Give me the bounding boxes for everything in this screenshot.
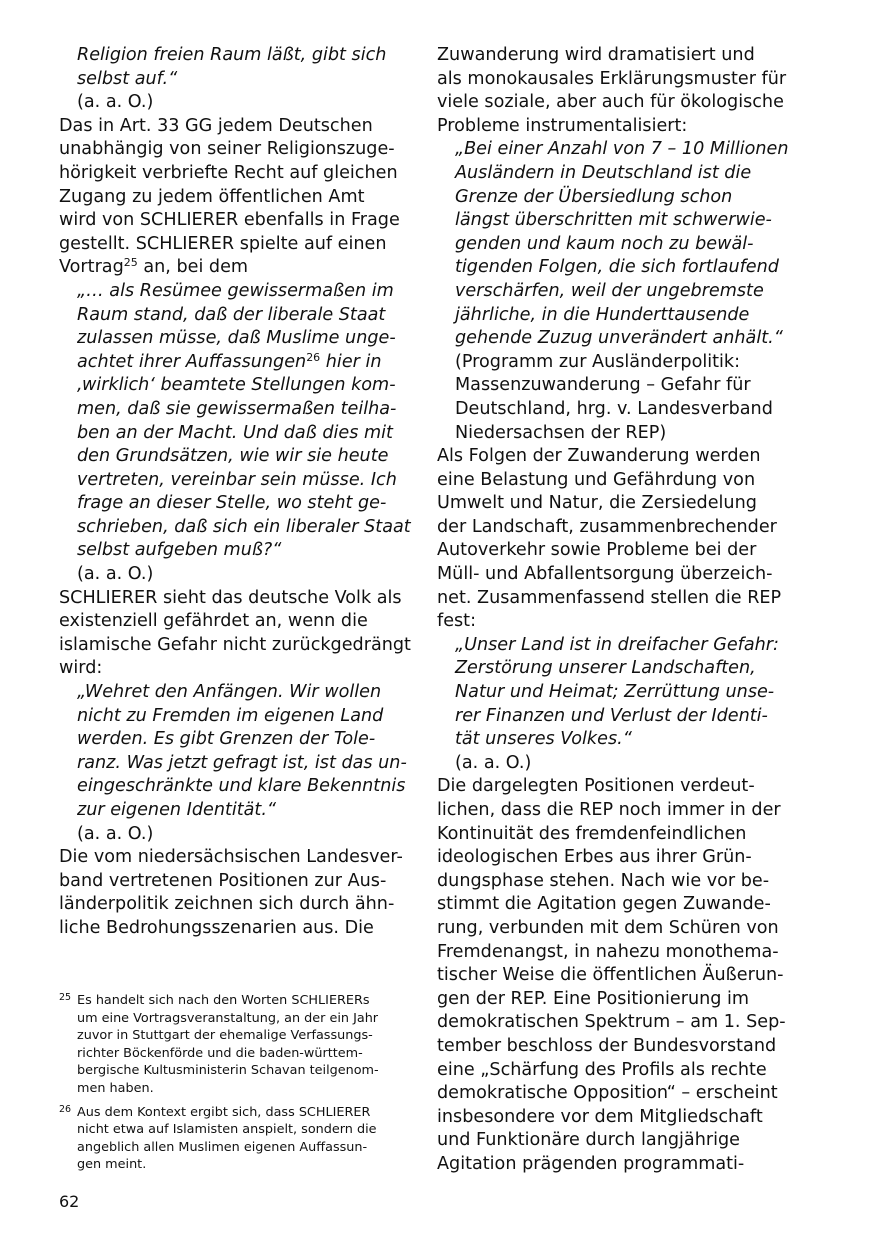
footnote-number: 26: [59, 1103, 72, 1115]
quote-line: [59, 422, 405, 446]
quote-line: [437, 634, 783, 658]
line-text: Kontinuität des fremdenfeindlichen: [437, 823, 747, 844]
line-text: gehende Zuzug unverändert anhält.“: [455, 328, 783, 349]
text-line: [437, 539, 783, 563]
text-line: [59, 634, 411, 658]
line-text: schrieben, daß sich ein liberaler Staat: [77, 516, 411, 537]
text-line: [59, 846, 405, 870]
line-text: eine Belastung und Gefährdung von: [437, 469, 756, 490]
text-line: [437, 516, 783, 540]
line-text: viele soziale, aber auch für ökologische: [437, 92, 784, 113]
line-text: „Unser Land ist in dreifacher Gefahr:: [455, 634, 779, 655]
text-line: [437, 1035, 783, 1059]
line-text: Zerstörung unserer Landschaften,: [455, 658, 756, 679]
line-text: Natur und Heimat; Zerrüttung unse-: [455, 682, 775, 703]
line-text: net. Zusammenfassend stellen die REP: [437, 587, 782, 608]
line-text: längst überschritten mit schwerwie-: [455, 210, 772, 231]
line-text: der Landschaft, zusammenbrechender: [437, 516, 777, 537]
text-line: [437, 68, 787, 92]
line-text: Agitation prägenden programmati-: [437, 1153, 745, 1174]
line-text: Vortrag: [59, 257, 124, 278]
line-text: (Programm zur Ausländerpolitik:: [455, 351, 741, 372]
right-column: [437, 44, 789, 1177]
footnote-line: richter Böckenförde und die baden-württem-: [77, 1045, 363, 1061]
line-text: Fremdenangst, in nahezu monothema-: [437, 941, 779, 962]
line-text: demokratischen Spektrum – am 1. Sep-: [437, 1012, 786, 1033]
line-text: als monokausales Erklärungsmuster für: [437, 68, 787, 89]
line-text: „Bei einer Anzahl von 7 – 10 Millionen: [455, 139, 789, 160]
quote-line: [59, 539, 405, 563]
quote-line: [437, 233, 783, 257]
citation-line: [437, 422, 783, 446]
line-text: Deutschland, hrg. v. Landesverband: [455, 398, 773, 419]
quote-line: [437, 304, 783, 328]
quote-line: [59, 681, 405, 705]
line-text: tember beschloss der Bundesvorstand: [437, 1035, 777, 1056]
footnote: [59, 1104, 399, 1174]
text-line: [437, 445, 783, 469]
quote-line: [59, 398, 405, 422]
line-text: Autoverkehr sowie Probleme bei der: [437, 540, 757, 561]
page-number: 62: [59, 1192, 80, 1211]
quote-line: [59, 374, 405, 398]
quote-line: [437, 209, 783, 233]
footnote-line: Es handelt sich nach den Worten SCHLIERERs: [77, 993, 370, 1008]
quote-line: [59, 728, 405, 752]
line-text: existenziell gefährdet an, wenn die: [59, 611, 368, 632]
line-text: Probleme instrumentalisiert:: [437, 115, 688, 136]
line-text: ranz. Was jetzt gefragt ist, ist das un-: [77, 752, 407, 773]
text-line: [59, 162, 405, 186]
quote-line: [59, 327, 405, 351]
line-text: demokratische Opposition“ – erscheint: [437, 1083, 778, 1104]
text-line: [59, 587, 405, 611]
quote-line: [59, 492, 405, 516]
text-line: [59, 138, 405, 162]
text-line: [437, 115, 783, 139]
line-text: lichen, dass die REP noch immer in der: [437, 800, 781, 820]
line-text: gestellt. SCHLIERER spielte auf einen: [59, 233, 387, 254]
line-text: tät unseres Volkes.“: [455, 729, 632, 750]
text-line: [59, 657, 405, 681]
text-line: [437, 893, 783, 917]
footnote-ref: 26: [306, 350, 321, 364]
line-text: (a. a. O.): [455, 752, 532, 773]
line-text: fest:: [437, 611, 477, 632]
line-text: Zugang zu jedem öffentlichen Amt: [59, 186, 365, 207]
line-text: eingeschränkte und klare Bekenntnis: [77, 776, 406, 797]
footnote-line: men haben.: [77, 1080, 154, 1096]
text-line: [437, 823, 783, 847]
quote-line: [59, 280, 405, 304]
line-text: hörigkeit verbriefte Recht auf gleichen: [59, 162, 398, 183]
line-text: nicht zu Fremden im eigenen Land: [77, 705, 384, 726]
line-text: men, daß sie gewissermaßen teilha-: [77, 398, 397, 419]
quote-line: [437, 162, 783, 186]
citation-line: [437, 398, 783, 422]
text-line: [59, 917, 405, 941]
footnote-number: 25: [59, 992, 72, 1003]
quote-line: [59, 799, 405, 823]
footnote-line: um eine Vortragsveranstaltung, an der ein Jahr: [77, 1010, 379, 1026]
line-text: ‚wirklich‘ beamtete Stellungen kom-: [77, 375, 396, 396]
text-line: [437, 870, 783, 894]
footnote: [59, 992, 399, 1098]
line-text: vertreten, vereinbar sein müsse. Ich: [77, 469, 397, 490]
text-line: [59, 186, 405, 210]
text-line: [437, 469, 783, 493]
text-line: [59, 233, 405, 257]
text-line: [437, 610, 783, 634]
text-line: [59, 256, 405, 280]
text-line: [437, 587, 783, 611]
line-text: Die dargelegten Positionen verdeut-: [437, 776, 755, 797]
text-line: [437, 775, 783, 799]
text-line: [437, 846, 783, 870]
text-line: [59, 610, 405, 634]
quote-line: [59, 705, 405, 729]
line-text: jährliche, in die Hunderttausende: [455, 304, 750, 325]
text-line: [437, 1011, 786, 1035]
footnote-line: angeblich allen Muslimen eigenen Auffassun-: [77, 1139, 368, 1155]
text-line: [437, 1106, 783, 1130]
quote-line: [59, 752, 405, 776]
quote-line: [59, 469, 405, 493]
citation-line: [59, 91, 405, 115]
quote-line: [59, 44, 405, 68]
quote-line: [437, 186, 783, 210]
quote-line: [437, 327, 783, 351]
quote-line: [437, 705, 783, 729]
line-text: Das in Art. 33 GG jedem Deutschen: [59, 115, 373, 136]
citation-line: [437, 351, 783, 375]
line-text: Die vom niedersächsischen Landesver-: [59, 847, 403, 868]
footnote-line: gen meint.: [77, 1157, 147, 1173]
quote-line: [437, 138, 789, 162]
citation-line: [59, 563, 405, 587]
footnote-ref: 25: [123, 256, 138, 270]
line-text: insbesondere vor dem Mitgliedschaft: [437, 1106, 763, 1127]
text-line: [437, 799, 783, 823]
line-text: zulassen müsse, daß Muslime unge-: [77, 328, 396, 349]
quote-line: [437, 657, 783, 681]
line-text: (a. a. O.): [77, 823, 154, 844]
line-text-continued: an, bei dem: [137, 257, 249, 278]
citation-line: [59, 823, 405, 847]
line-text: SCHLIERER sieht das deutsche Volk als: [59, 587, 402, 608]
line-text: eine „Schärfung des Profils als rechte: [437, 1059, 767, 1080]
line-text: liche Bedrohungsszenarien aus. Die: [59, 917, 374, 938]
text-line: [59, 870, 405, 894]
line-text: Raum stand, daß der liberale Staat: [77, 304, 386, 325]
line-text: Müll- und Abfallentsorgung überzeich-: [437, 564, 773, 585]
quote-line: [437, 256, 783, 280]
line-text: Massenzuwanderung – Gefahr für: [455, 375, 751, 396]
quote-line: [59, 68, 405, 92]
footnote-line: Aus dem Kontext ergibt sich, dass SCHLIERER: [77, 1104, 371, 1120]
text-line: [437, 563, 783, 587]
line-text: verschärfen, weil der ungebremste: [455, 280, 764, 301]
line-text: wird von SCHLIERER ebenfalls in Frage: [59, 210, 400, 231]
line-text: „… als Resümee gewissermaßen im: [77, 280, 394, 301]
line-text: Grenze der Übersiedlung schon: [455, 186, 733, 207]
text-line: [59, 893, 405, 917]
line-text: (a. a. O.): [77, 92, 154, 113]
footnote-line: nicht etwa auf Islamisten anspielt, sondern die: [77, 1122, 377, 1138]
line-text: rer Finanzen und Verlust der Identi-: [455, 705, 768, 726]
line-text: ideologischen Erbes aus ihrer Grün-: [437, 847, 752, 868]
text-line: [437, 492, 783, 516]
line-text: länderpolitik zeichnen sich durch ähn-: [59, 894, 395, 915]
line-text: Zuwanderung wird dramatisiert und: [437, 45, 755, 65]
quote-line: [59, 304, 405, 328]
line-text: unabhängig von seiner Religionszuge-: [59, 139, 395, 160]
line-text-continued: hier in: [320, 351, 382, 372]
line-text: gen der REP. Eine Positionierung im: [437, 988, 750, 1009]
quote-line: [59, 516, 411, 540]
line-text: stimmt die Agitation gegen Zuwande-: [437, 894, 771, 915]
quote-line: [437, 728, 783, 752]
line-text: rung, verbunden mit dem Schüren von: [437, 917, 779, 938]
quote-line: [437, 681, 783, 705]
line-text: Ausländern in Deutschland ist die: [455, 162, 752, 183]
text-line: [437, 1059, 783, 1083]
line-text: selbst aufgeben muß?“: [77, 540, 282, 561]
quote-line: [59, 775, 405, 799]
line-text: achtet ihrer Auffassungen: [77, 351, 307, 372]
text-line: [437, 1153, 783, 1177]
line-text: dungsphase stehen. Nach wie vor be-: [437, 870, 770, 891]
footnote-line: zuvor in Stuttgart der ehemalige Verfassungs-: [77, 1028, 373, 1044]
text-line: [437, 1129, 783, 1153]
line-text: und Funktionäre durch langjährige: [437, 1130, 740, 1151]
text-line: [437, 988, 783, 1012]
line-text: frage an dieser Stelle, wo steht ge-: [77, 493, 387, 514]
footnotes: [59, 982, 399, 1190]
citation-line: [437, 752, 783, 776]
line-text: ben an der Macht. Und daß dies mit: [77, 422, 393, 443]
text-line: [437, 917, 783, 941]
line-text: tischer Weise die öffentlichen Äußerun-: [437, 965, 784, 986]
line-text: „Wehret den Anfängen. Wir wollen: [77, 682, 382, 703]
line-text: genden und kaum noch zu bewäl-: [455, 233, 754, 254]
left-column: [59, 44, 411, 941]
quote-line: [59, 445, 405, 469]
quote-line: [437, 280, 783, 304]
line-text: Religion freien Raum läßt, gibt sich: [77, 45, 387, 65]
line-text: Als Folgen der Zuwanderung werden: [437, 446, 761, 467]
text-line: [437, 44, 783, 68]
line-text: band vertretenen Positionen zur Aus-: [59, 870, 387, 891]
text-line: [437, 941, 783, 965]
line-text: (a. a. O.): [77, 564, 154, 585]
text-line: [437, 1082, 783, 1106]
text-line: [437, 91, 783, 115]
text-line: [59, 209, 405, 233]
line-text: selbst auf.“: [77, 68, 178, 89]
citation-line: [437, 374, 783, 398]
footnote-line: bergische Kultusministerin Schavan teilgenom-: [77, 1063, 379, 1079]
line-text: werden. Es gibt Grenzen der Tole-: [77, 729, 376, 750]
line-text: tigenden Folgen, die sich fortlaufend: [455, 257, 779, 278]
line-text: Umwelt und Natur, die Zersiedelung: [437, 493, 757, 514]
line-text: islamische Gefahr nicht zurückgedrängt: [59, 634, 411, 655]
line-text: den Grundsätzen, wie wir sie heute: [77, 446, 389, 467]
line-text: Niedersachsen der REP): [455, 422, 667, 443]
line-text: wird:: [59, 658, 103, 679]
quote-line: [59, 351, 405, 375]
text-line: [437, 964, 783, 988]
text-line: [59, 115, 405, 139]
line-text: zur eigenen Identität.“: [77, 800, 277, 820]
